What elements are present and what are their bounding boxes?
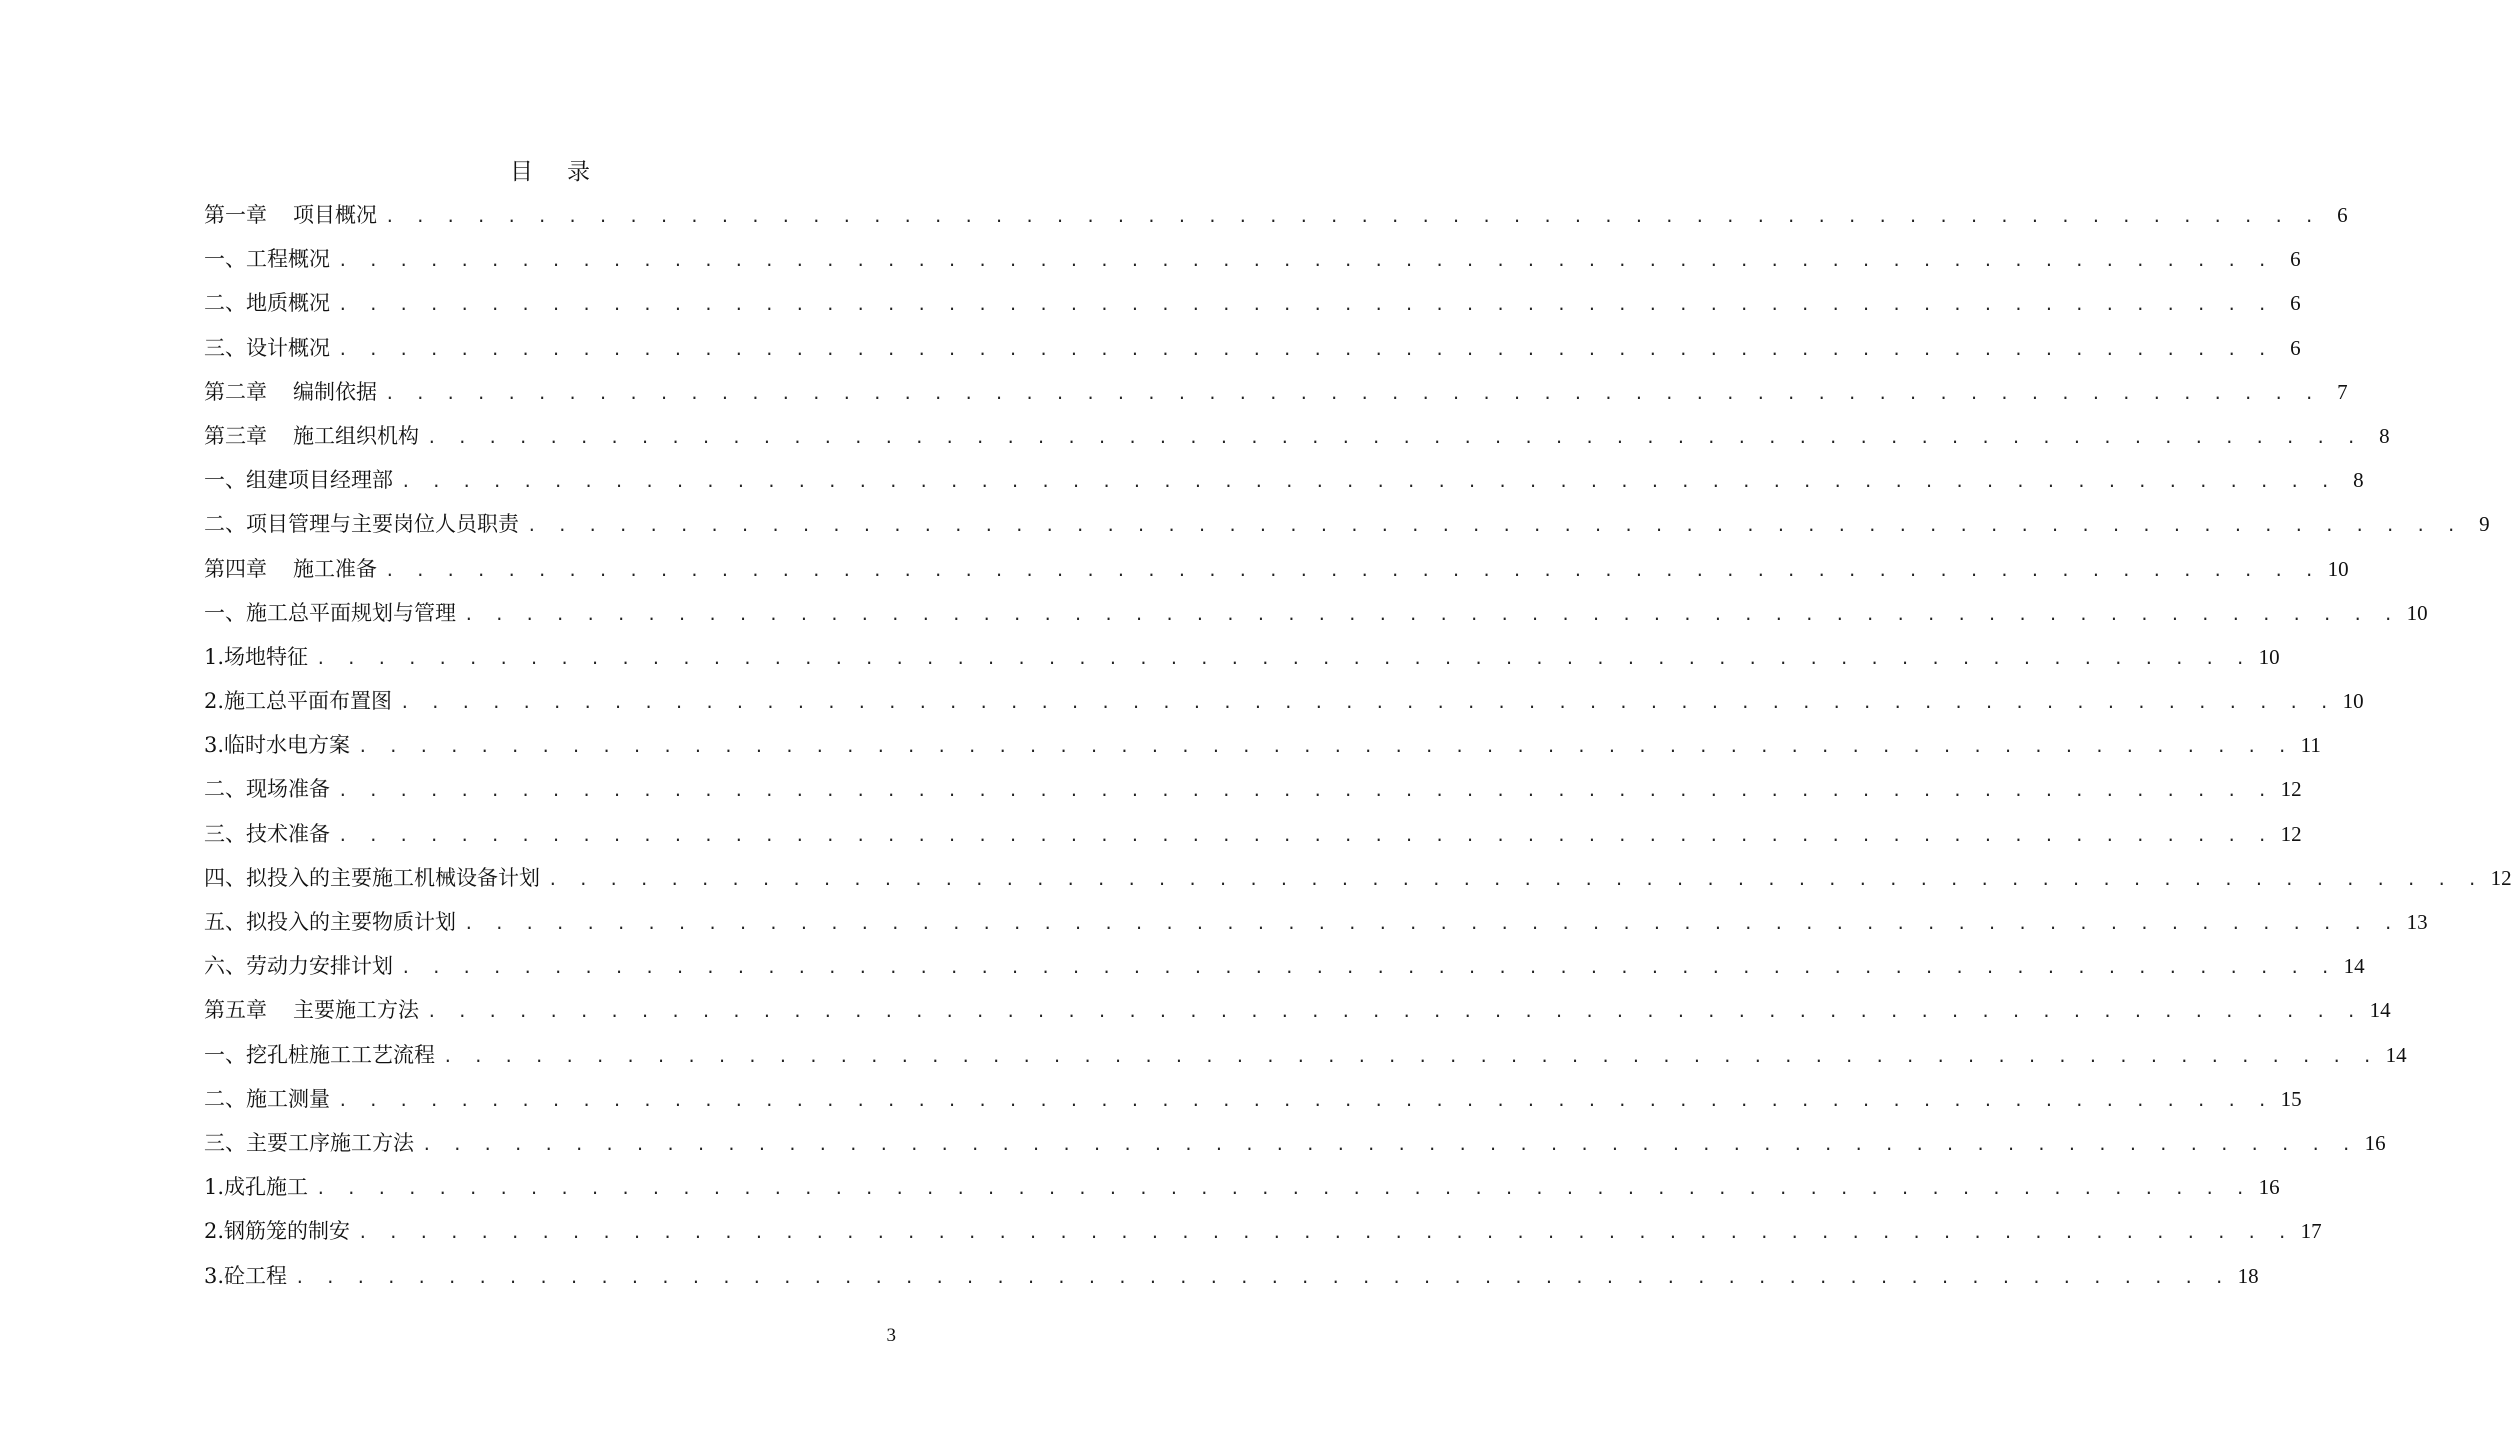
toc-entry-text: 一、组建项目经理部 <box>204 468 393 493</box>
toc-dot-leader: . . . . . . . . . . . . . . . . . . . . . . . . . . . . . . . . . . . . . . . . . . . . . . . . . . . . . . . . . . . . . . . . <box>385 207 2320 226</box>
toc-entry-label <box>204 1077 338 1121</box>
toc-entry-label <box>204 237 338 281</box>
toc-entry-page: 6 <box>2290 247 2301 272</box>
toc-entry-text: 主要施工方法 <box>293 998 419 1023</box>
toc-dot-leader: . . . . . . . . . . . . . . . . . . . . . . . . . . . . . . . . . . . . . . . . . . . . . . . . . . . . . . . . . . . . . . . . <box>427 427 2362 447</box>
toc-entry-label <box>204 281 338 325</box>
toc-dot-leader: . . . . . . . . . . . . . . . . . . . . . . . . . . . . . . . . . . . . . . . . . . . . . . . . . . . . . . . . . . . . . . . . <box>400 693 2335 713</box>
toc-entry[interactable] <box>204 502 2490 546</box>
toc-entry-label <box>204 591 464 635</box>
toc-entry-label <box>204 723 358 767</box>
toc-entry[interactable] <box>204 856 2512 900</box>
toc-dot-leader: . . . . . . . . . . . . . . . . . . . . . . . . . . . . . . . . . . . . . . . . . . . . . . . . . . . . . . . . . . . . . . . . <box>401 958 2336 978</box>
toc-entry-text: 二、现场准备 <box>204 777 330 802</box>
toc-entry-label <box>204 635 316 679</box>
toc-dot-leader: . . . . . . . . . . . . . . . . . . . . . . . . . . . . . . . . . . . . . . . . . . . . . . . . . . . . . . . . . . . . . . . . <box>338 295 2273 315</box>
toc-entry-label <box>204 679 400 723</box>
toc-dot-leader: . . . . . . . . . . . . . . . . . . . . . . . . . . . . . . . . . . . . . . . . . . . . . . . . . . . . . . . . . . . . . . . . <box>338 825 2273 845</box>
toc-entry-label <box>204 856 548 900</box>
toc-entry-page: 16 <box>2364 1130 2386 1155</box>
toc-entry[interactable] <box>204 900 2428 944</box>
page-number: 3 <box>886 1325 896 1346</box>
toc-entry-page: 12 <box>2490 865 2512 890</box>
toc-dot-leader: . . . . . . . . . . . . . . . . . . . . . . . . . . . . . . . . . . . . . . . . . . . . . . . . . . . . . . . . . . . . . . . . <box>338 781 2273 801</box>
toc-dot-leader: . . . . . . . . . . . . . . . . . . . . . . . . . . . . . . . . . . . . . . . . . . . . . . . . . . . . . . . . . . . . . . . . <box>527 516 2462 536</box>
toc-entry[interactable] <box>204 988 2391 1032</box>
toc-entry-label <box>204 370 385 414</box>
toc-dot-leader: . . . . . . . . . . . . . . . . . . . . . . . . . . . . . . . . . . . . . . . . . . . . . . . . . . . . . . . . . . . . . . . . <box>338 339 2273 359</box>
toc-entry[interactable] <box>204 812 2302 856</box>
toc-entry-label <box>204 458 401 502</box>
toc-dot-leader: . . . . . . . . . . . . . . . . . . . . . . . . . . . . . . . . . . . . . . . . . . . . . . . . . . . . . . . . . . . . . . . . <box>464 914 2399 933</box>
toc-entry-page: 12 <box>2280 777 2302 802</box>
toc-entry-label <box>204 1165 316 1209</box>
toc-entry-text: 1.成孔施工 <box>204 1175 309 1200</box>
toc-entry-page: 6 <box>2290 291 2301 316</box>
toc-title-left: 目 <box>510 159 533 185</box>
toc-dot-leader: . . . . . . . . . . . . . . . . . . . . . . . . . . . . . . . . . . . . . . . . . . . . . . . . . . . . . . . . . . . . . . . . <box>358 737 2293 757</box>
toc-entry[interactable] <box>204 635 2280 679</box>
toc-entry-text: 项目概况 <box>293 203 377 227</box>
toc-entry[interactable] <box>204 414 2390 458</box>
toc-entry[interactable] <box>204 723 2321 767</box>
toc-entry[interactable] <box>204 281 2301 325</box>
toc-entry-page: 18 <box>2237 1263 2259 1288</box>
toc-entry-page: 8 <box>2353 468 2364 493</box>
toc-dot-leader: . . . . . . . . . . . . . . . . . . . . . . . . . . . . . . . . . . . . . . . . . . . . . . . . . . . . . . . . . . . . . . . . <box>338 1090 2273 1110</box>
toc-entry-label <box>204 900 464 944</box>
toc-dot-leader: . . . . . . . . . . . . . . . . . . . . . . . . . . . . . . . . . . . . . . . . . . . . . . . . . . . . . . . . . . . . . . . . <box>422 1134 2357 1154</box>
toc-entry[interactable] <box>204 1254 2259 1298</box>
toc-entry-text: 五、拟投入的主要物质计划 <box>204 910 456 934</box>
toc-entry-label <box>204 1254 295 1298</box>
toc-entry[interactable] <box>204 547 2349 591</box>
toc-entry[interactable] <box>204 237 2301 281</box>
toc-dot-leader: . . . . . . . . . . . . . . . . . . . . . . . . . . . . . . . . . . . . . . . . . . . . . . . . . . . . . . . . . . . . . . . . <box>443 1046 2378 1066</box>
toc-chapter-number: 第二章 <box>204 379 267 404</box>
toc-entry-text: 2.钢筋笼的制安 <box>204 1219 351 1244</box>
toc-entry-page: 15 <box>2280 1086 2302 1111</box>
toc-dot-leader: . . . . . . . . . . . . . . . . . . . . . . . . . . . . . . . . . . . . . . . . . . . . . . . . . . . . . . . . . . . . . . . . <box>295 1267 2230 1287</box>
toc-entry-label <box>204 812 338 856</box>
toc-entry-text: 一、挖孔桩施工工艺流程 <box>204 1042 435 1067</box>
toc-entry-label <box>204 502 527 546</box>
toc-dot-leader: . . . . . . . . . . . . . . . . . . . . . . . . . . . . . . . . . . . . . . . . . . . . . . . . . . . . . . . . . . . . . . . . <box>427 1002 2362 1022</box>
toc-entry-text: 六、劳动力安排计划 <box>204 954 393 979</box>
toc-chapter-number: 第一章 <box>204 203 267 227</box>
toc-entry-page: 12 <box>2280 821 2302 846</box>
toc-title-right: 录 <box>567 159 590 185</box>
toc-entry[interactable] <box>204 193 2348 237</box>
toc-entry-label <box>204 1033 443 1077</box>
toc-entry-label <box>204 1209 358 1253</box>
toc-entry-page: 10 <box>2258 644 2280 669</box>
toc-entry[interactable] <box>204 1209 2322 1253</box>
toc-entry-label <box>204 414 427 458</box>
toc-entry[interactable] <box>204 1121 2386 1165</box>
toc-entry-label <box>204 547 385 591</box>
toc-entry-text: 三、技术准备 <box>204 821 330 846</box>
toc-entry-label <box>204 193 385 237</box>
toc-dot-leader: . . . . . . . . . . . . . . . . . . . . . . . . . . . . . . . . . . . . . . . . . . . . . . . . . . . . . . . . . . . . . . . . <box>464 604 2399 624</box>
toc-entry-text: 3.砼工程 <box>204 1263 288 1288</box>
toc-entry[interactable] <box>204 1165 2280 1209</box>
toc-entry-page: 10 <box>2327 556 2349 581</box>
toc-entry[interactable] <box>204 1033 2407 1077</box>
toc-entry-label <box>204 944 401 988</box>
toc-dot-leader: . . . . . . . . . . . . . . . . . . . . . . . . . . . . . . . . . . . . . . . . . . . . . . . . . . . . . . . . . . . . . . . . <box>316 1179 2251 1199</box>
toc-entry-page: 16 <box>2258 1175 2280 1200</box>
toc-entry-text: 二、项目管理与主要岗位人员职责 <box>204 512 519 537</box>
toc-entry-text: 施工组织机构 <box>293 423 419 448</box>
toc-entry-page: 10 <box>2406 600 2428 625</box>
toc-dot-leader: . . . . . . . . . . . . . . . . . . . . . . . . . . . . . . . . . . . . . . . . . . . . . . . . . . . . . . . . . . . . . . . . <box>385 383 2320 403</box>
toc-entry-text: 一、施工总平面规划与管理 <box>204 600 456 625</box>
toc-entry[interactable] <box>204 679 2364 723</box>
toc-entry-text: 施工准备 <box>293 556 377 581</box>
toc-entry-page: 6 <box>2337 203 2348 227</box>
toc-entry-text: 2.施工总平面布置图 <box>204 689 393 714</box>
toc-entry-label <box>204 988 427 1032</box>
toc-entry-label <box>204 767 338 811</box>
toc-dot-leader: . . . . . . . . . . . . . . . . . . . . . . . . . . . . . . . . . . . . . . . . . . . . . . . . . . . . . . . . . . . . . . . . <box>358 1223 2293 1243</box>
toc-entry-page: 7 <box>2337 379 2348 404</box>
toc-title <box>0 154 1100 190</box>
toc-entry-text: 三、设计概况 <box>204 335 330 360</box>
toc-entry[interactable] <box>204 1077 2302 1121</box>
toc-entry-page: 13 <box>2406 910 2428 934</box>
toc-list <box>204 193 2512 1298</box>
toc-dot-leader: . . . . . . . . . . . . . . . . . . . . . . . . . . . . . . . . . . . . . . . . . . . . . . . . . . . . . . . . . . . . . . . . <box>548 869 2483 889</box>
toc-entry-text: 1.场地特征 <box>204 644 309 669</box>
toc-dot-leader: . . . . . . . . . . . . . . . . . . . . . . . . . . . . . . . . . . . . . . . . . . . . . . . . . . . . . . . . . . . . . . . . <box>385 560 2320 580</box>
toc-entry-page: 8 <box>2379 423 2390 448</box>
toc-entry-label <box>204 326 338 370</box>
toc-chapter-number: 第三章 <box>204 423 267 448</box>
toc-entry-label <box>204 1121 422 1165</box>
toc-entry[interactable] <box>204 767 2302 811</box>
toc-entry-page: 14 <box>2385 1042 2407 1067</box>
toc-entry-text: 3.临时水电方案 <box>204 733 351 758</box>
toc-entry-page: 9 <box>2479 512 2490 537</box>
toc-dot-leader: . . . . . . . . . . . . . . . . . . . . . . . . . . . . . . . . . . . . . . . . . . . . . . . . . . . . . . . . . . . . . . . . <box>316 648 2251 668</box>
toc-entry[interactable] <box>204 370 2348 414</box>
toc-entry[interactable] <box>204 326 2301 370</box>
toc-entry-text: 编制依据 <box>293 379 377 404</box>
toc-entry-text: 一、工程概况 <box>204 247 330 272</box>
toc-entry[interactable] <box>204 944 2365 988</box>
toc-entry-text: 二、施工测量 <box>204 1086 330 1111</box>
toc-entry[interactable] <box>204 458 2364 502</box>
toc-entry-page: 6 <box>2290 335 2301 360</box>
toc-chapter-number: 第五章 <box>204 998 267 1023</box>
toc-dot-leader: . . . . . . . . . . . . . . . . . . . . . . . . . . . . . . . . . . . . . . . . . . . . . . . . . . . . . . . . . . . . . . . . <box>401 472 2336 492</box>
toc-entry-page: 11 <box>2300 733 2321 758</box>
toc-entry-page: 10 <box>2342 689 2364 714</box>
toc-entry-text: 三、主要工序施工方法 <box>204 1130 414 1155</box>
toc-entry-text: 二、地质概况 <box>204 291 330 316</box>
toc-entry-page: 17 <box>2300 1219 2322 1244</box>
toc-entry[interactable] <box>204 591 2428 635</box>
toc-chapter-number: 第四章 <box>204 556 267 581</box>
toc-entry-text: 四、拟投入的主要施工机械设备计划 <box>204 865 540 890</box>
toc-dot-leader: . . . . . . . . . . . . . . . . . . . . . . . . . . . . . . . . . . . . . . . . . . . . . . . . . . . . . . . . . . . . . . . . <box>338 251 2273 271</box>
toc-entry-page: 14 <box>2343 954 2365 979</box>
toc-entry-page: 14 <box>2369 998 2391 1023</box>
